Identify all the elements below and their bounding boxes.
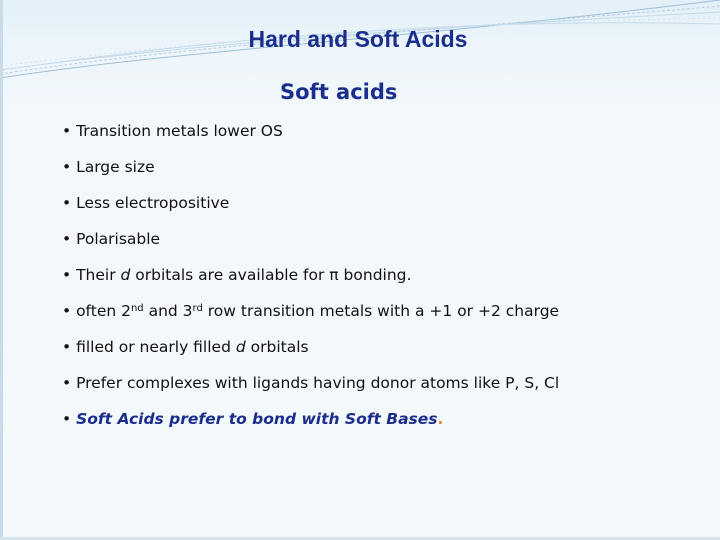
bullet-text: • filled or nearly filled [62,338,236,356]
slide-title: Hard and Soft Acids [248,26,468,52]
bullet-item [62,300,712,336]
ordinal-suffix: rd [192,303,203,314]
accent-period: . [437,410,444,428]
bullet-italic-d: d [235,338,246,356]
bullet-italic-d: d [120,266,131,284]
bullet-text: orbitals are available for π bonding. [130,266,412,284]
bullet-text: orbitals [245,338,309,356]
slide-subtitle: Soft acids [280,80,398,104]
bullet-item: • Prefer complexes with ligands having donor atoms like P, S, Cl [62,374,560,392]
bullet-item [62,336,712,372]
bullet-item [62,264,712,300]
left-edge-decoration [0,0,3,540]
bullet-text: row transition metals with a +1 or +2 charge [202,302,560,320]
bullet-text: • [62,410,77,428]
bullet-text: • Their [62,266,121,284]
highlight-text: Soft Acids prefer to bond with Soft Bases [76,410,438,428]
bullet-item: • Large size [62,158,155,176]
bullet-item: • Transition metals lower OS [62,122,283,140]
bullet-text: and 3 [143,302,193,320]
bullet-list [62,120,712,444]
ordinal-suffix: nd [130,303,144,314]
bullet-text: • often 2 [62,302,131,320]
bullet-item [62,408,712,444]
bullet-item: • Less electropositive [62,194,230,212]
bullet-item: • Polarisable [62,230,161,248]
